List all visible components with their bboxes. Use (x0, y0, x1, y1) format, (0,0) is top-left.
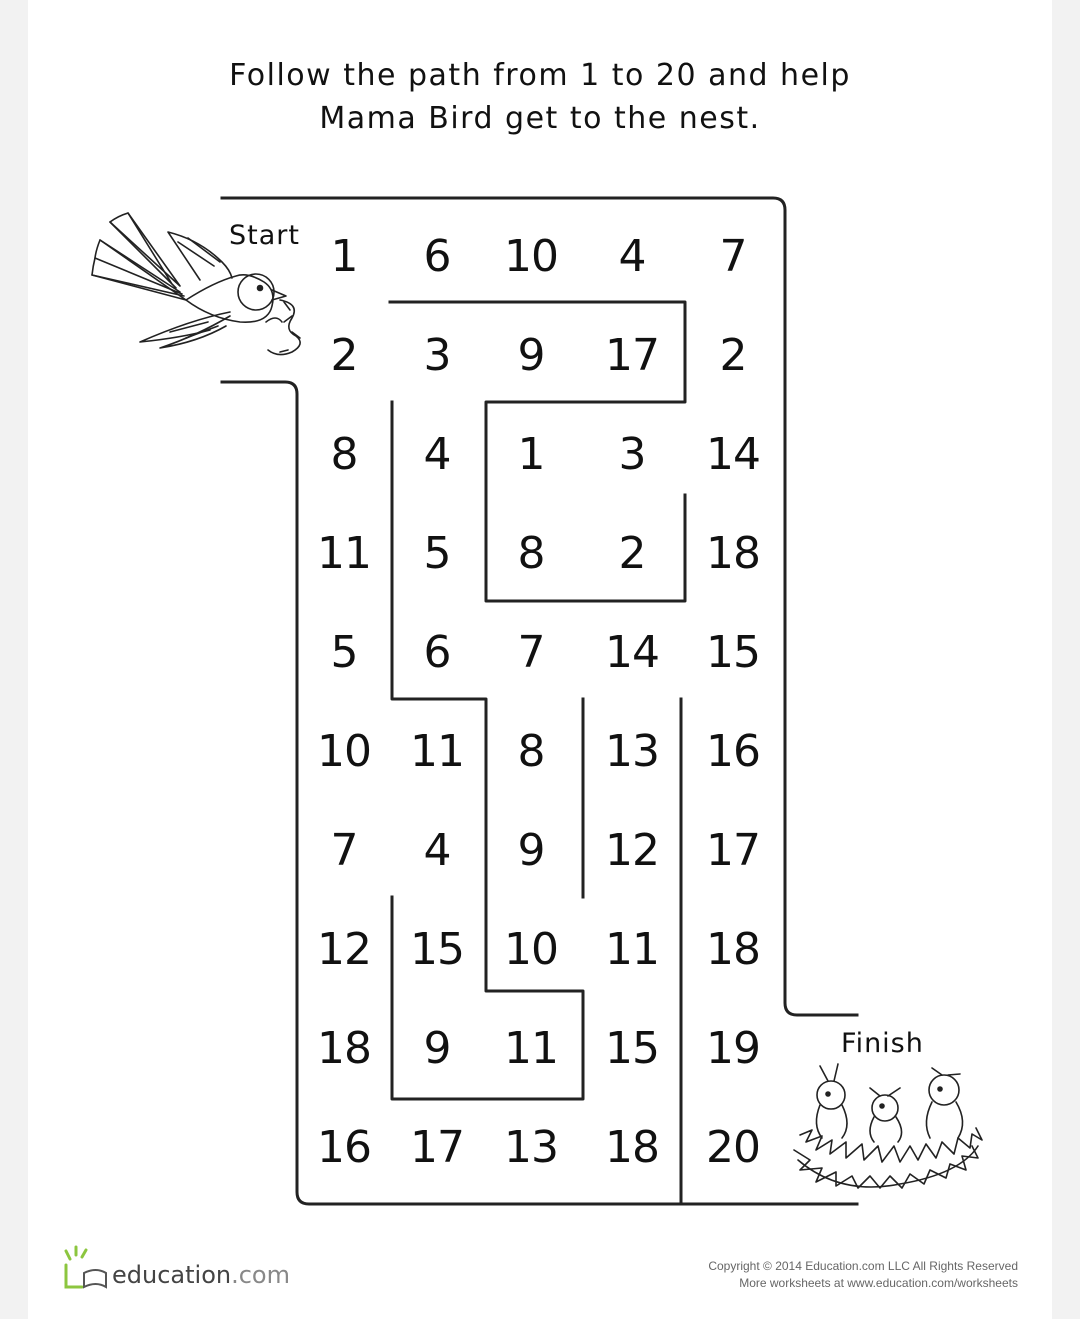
grid-number: 1 (517, 429, 545, 480)
grid-number: 16 (706, 726, 760, 777)
grid-number: 3 (618, 429, 646, 480)
grid-number: 18 (317, 1023, 371, 1074)
grid-number: 16 (317, 1122, 371, 1173)
grid-number: 4 (423, 825, 451, 876)
grid-number: 4 (618, 231, 646, 282)
finish-label: Finish (841, 1028, 924, 1059)
grid-number: 15 (410, 924, 464, 975)
maze-wall-top-right (222, 198, 857, 1015)
grid-number: 12 (317, 924, 371, 975)
grid-number: 4 (423, 429, 451, 480)
grid-number: 7 (719, 231, 747, 282)
maze-wall-left-bottom (222, 382, 857, 1204)
grid-number: 9 (517, 330, 545, 381)
nest-with-chicks-icon (794, 1064, 982, 1188)
grid-number: 17 (605, 330, 659, 381)
logo-education: education (112, 1261, 232, 1289)
grid-number: 12 (605, 825, 659, 876)
mama-bird-icon (92, 213, 300, 355)
grid-number: 11 (504, 1023, 558, 1074)
grid-number: 10 (504, 924, 558, 975)
grid-number: 19 (706, 1023, 760, 1074)
grid-number: 18 (706, 924, 760, 975)
grid-number: 2 (618, 528, 646, 579)
grid-number: 3 (423, 330, 451, 381)
grid-number: 2 (719, 330, 747, 381)
grid-number: 14 (605, 627, 659, 678)
grid-number: 9 (423, 1023, 451, 1074)
grid-number: 13 (605, 726, 659, 777)
grid-number: 5 (330, 627, 358, 678)
grid-number: 15 (706, 627, 760, 678)
more-worksheets-link[interactable]: More worksheets at www.education.com/worksheets (739, 1276, 1018, 1290)
grid-number: 2 (330, 330, 358, 381)
grid-number: 17 (410, 1122, 464, 1173)
grid-number: 1 (330, 231, 358, 282)
grid-number: 6 (423, 627, 451, 678)
education-logo-text[interactable] (112, 1261, 290, 1289)
grid-number: 20 (706, 1122, 760, 1173)
grid-number: 7 (517, 627, 545, 678)
instruction-line-1: Follow the path from 1 to 20 and help (229, 58, 851, 93)
grid-number: 11 (605, 924, 659, 975)
grid-number: 7 (330, 825, 358, 876)
grid-number: 17 (706, 825, 760, 876)
grid-number: 6 (423, 231, 451, 282)
grid-number: 8 (330, 429, 358, 480)
copyright-text: Copyright © 2014 Education.com LLC All Rights Reserved (708, 1259, 1018, 1273)
grid-number: 5 (423, 528, 451, 579)
grid-number: 9 (517, 825, 545, 876)
grid-number: 10 (317, 726, 371, 777)
grid-number: 11 (317, 528, 371, 579)
grid-number: 18 (605, 1122, 659, 1173)
logo-com: .com (231, 1261, 290, 1289)
start-label: Start (229, 220, 300, 251)
grid-number: 18 (706, 528, 760, 579)
instruction-line-2: Mama Bird get to the nest. (319, 101, 761, 136)
grid-number: 8 (517, 528, 545, 579)
grid-number: 15 (605, 1023, 659, 1074)
grid-number: 11 (410, 726, 464, 777)
grid-number: 8 (517, 726, 545, 777)
grid-number: 10 (504, 231, 558, 282)
grid-number: 14 (706, 429, 760, 480)
grid-number: 13 (504, 1122, 558, 1173)
